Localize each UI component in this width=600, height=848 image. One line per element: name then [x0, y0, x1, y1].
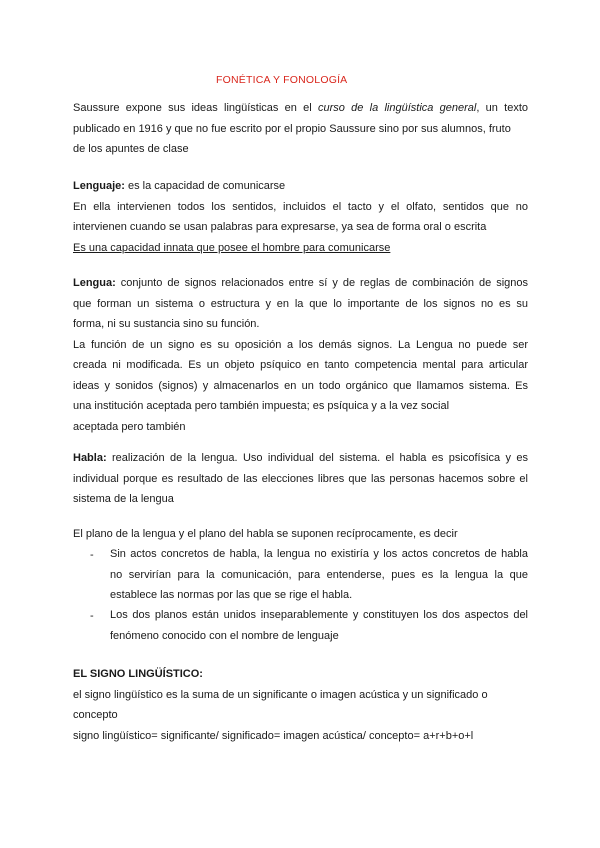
- lenguaje-line-2: En ella intervienen todos los sentidos, incluidos el tacto y el olfato, sentidos que no: [73, 200, 528, 213]
- habla-section: [73, 448, 528, 510]
- lenguaje-line-3: intervienen cuando se usan palabras para expresarse, ya sea de forma oral o escrita: [73, 221, 487, 233]
- lengua-line-7: una institución aceptada pero también impuesta; es psíquica y a la vez social: [73, 400, 450, 412]
- bullet-1-line-3: establece las normas por las que se rige el habla.: [110, 589, 353, 601]
- book-title: curso de la lingüística general: [318, 102, 477, 114]
- lengua-line-2: que forman un sistema o estructura y en la que lo importante de los signos no es su: [73, 297, 528, 310]
- lengua-line-6: ideas y sonidos (signos) y almacenarlos en un todo orgánico que llamamos sistema. Es: [73, 379, 528, 392]
- bullet-marker-2: -: [90, 610, 94, 622]
- lenguaje-definition: [73, 176, 528, 197]
- intro-line-1-start: Saussure expone sus ideas lingüísticas en el: [73, 102, 318, 114]
- lengua-line-1: [73, 273, 528, 294]
- bullet-item-1: [110, 544, 528, 606]
- habla-term: Habla:: [73, 452, 107, 464]
- intro-line-2: publicado en 1916 y que no fue escrito por el propio Saussure sino por sus alumnos, fruto: [73, 122, 511, 135]
- lengua-line-4: La función de un signo es su oposición a los demás signos. La Lengua no puede ser: [73, 338, 528, 351]
- lengua-term: Lengua:: [73, 277, 116, 289]
- bullet-1-line-1: Sin actos concretos de habla, la lengua no existiría y los actos concretos de habla: [110, 548, 528, 560]
- bullet-2-line-2: fenómeno conocido con el nombre de lenguaje: [110, 629, 339, 642]
- planos-intro-text: El plano de la lengua y el plano del habla se suponen recíprocamente, es decir: [73, 528, 458, 540]
- lengua-section: [73, 273, 528, 437]
- habla-def: realización de la lengua. Uso individual del sistema. el habla es psicofísica y es: [106, 452, 528, 464]
- intro-line-1: [73, 98, 528, 119]
- lenguaje-underlined-line: [73, 238, 528, 259]
- bullet-marker-1: -: [90, 549, 94, 561]
- lenguaje-term: Lenguaje:: [73, 180, 125, 192]
- habla-line-3: sistema de la lengua: [73, 493, 174, 505]
- bullet-2-line-1: Los dos planos están unidos inseparablemente y constituyen los dos aspectos del: [110, 609, 528, 621]
- intro-line-3: de los apuntes de clase: [73, 143, 189, 155]
- signo-section: [73, 664, 528, 746]
- lengua-def: conjunto de signos relacionados entre sí y de reglas de combinación de signos: [115, 277, 528, 289]
- signo-heading-text: EL SIGNO LINGÜÍSTICO:: [73, 668, 203, 680]
- lenguaje-underlined-text: Es una capacidad innata que posee el hombre para comunicarse: [73, 241, 391, 254]
- signo-heading: [73, 664, 528, 685]
- lengua-line-5: creada ni modificada. Es un objeto psíquico en tanto competencia mental para articular: [73, 359, 528, 371]
- habla-line-2: individual porque es resultado de las elecciones libres que las personas hacemos sobre el: [73, 472, 528, 485]
- habla-line-1: [73, 448, 528, 469]
- bullet-1-line-2: no servirían para la comunicación, para entenderse, pues es la lengua la que: [110, 568, 528, 581]
- intro-paragraph: [73, 98, 528, 160]
- signo-line-1: el signo lingüístico es la suma de un significante o imagen acústica y un significado o: [73, 688, 488, 701]
- signo-line-2: concepto: [73, 709, 118, 721]
- lengua-line-3: forma, ni su sustancia sino su función.: [73, 318, 260, 330]
- signo-line-3: signo lingüístico= significante/ significado= imagen acústica/ concepto= a+r+b+o+l: [73, 729, 474, 742]
- planos-intro: [73, 524, 528, 545]
- intro-line-1-end: , un texto: [476, 102, 528, 114]
- lenguaje-section: [73, 176, 528, 258]
- lengua-line-8: aceptada pero también: [73, 420, 186, 433]
- lenguaje-def: es la capacidad de comunicarse: [124, 180, 286, 192]
- bullet-item-2: [110, 605, 528, 646]
- document-title: FONÉTICA Y FONOLOGÍA: [216, 74, 348, 86]
